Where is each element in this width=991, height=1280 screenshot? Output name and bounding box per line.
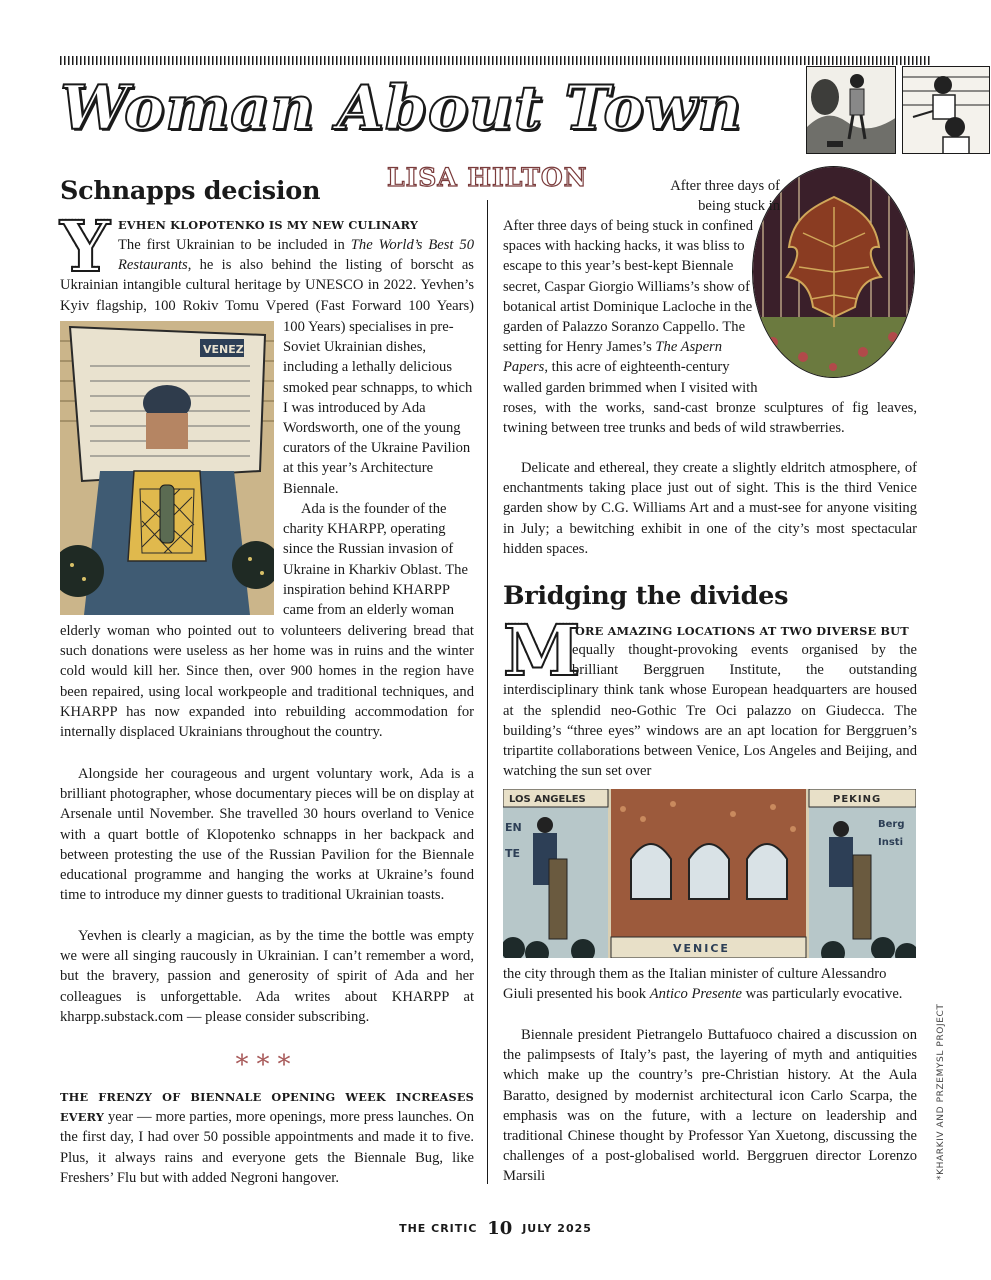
paragraph-right-1-continued [503,398,917,459]
lead-smallcaps: EVHEN KLOPOTENKO IS MY NEW CULINARY [118,218,419,232]
sign-fragment-2: TE [505,847,521,860]
city-label-venice: VENICE [673,942,730,955]
page-number: 10 [487,1218,513,1239]
paragraph-right-5: Biennale president Pietrangelo Buttafuoco chaired a discussion on the palimpsests of Italy’s past, the layering of myth and antiquities which make up the country’s pre-Christian history. At the Aula Baratto, designed by modernist architectural icon Carlo Scarpa, the emphasis was on the future, with a lecture on leadership and traditional Chinese thought by Professor Yan Xuetong, discussing the challenges of a post-globalised world. Berggruen director Lorenzo Marsili [503,1027,917,1185]
dropcap-y: Y [60,205,110,288]
venezia-sign-text: VENEZIA [203,343,257,356]
issue-date: JULY 2025 [522,1222,592,1235]
column-title: Woman About Town [60,73,743,144]
masthead-vignette-walker [806,66,896,154]
city-label-los-angeles: LOS ANGELES [509,794,586,805]
sign-fragment-3: Berg [878,819,905,830]
byline: LISA HILTON [387,163,588,192]
masthead-vignette-hairdresser [902,66,990,154]
page-footer [0,1218,991,1239]
paragraph-right-4: the city through them as the Italian minister of culture Alessandro Giuli presented his book Antico Presente was particularly evocative. [503,966,903,1003]
dropcap-m: M [503,609,581,692]
masthead-rule [60,56,932,65]
p1-start-text: After three days of being stuck in [670,178,780,215]
paragraph-left-1: The first Ukrainian to be included in The World’s Best 50 Restaurants, he is also behind the listing of borscht as Ukrainian intangible cultural heritage by UNESCO in 2022. Yevhen’s Kyiv flagship, 100 Rokiv Tomu Vpered (Fast Forward 100 Years) [60,237,474,314]
p1-wrap-text-right: roses, with the works, sand-cast bronze sculptures of fig leaves, twining between tree trunks and beds of wild strawberries. [503,400,917,437]
heading-schnapps-decision: Schnapps decision [60,176,321,206]
p1-wrap-text: 100 Years) specialises in pre-Soviet Ukrainian dishes, including a lethally delicious smoked pear schnapps, to which I was introduced by Ada Wordsworth, one of the young curators of the Ukraine Pavilion at this year’s Architecture Biennale. [283,319,473,497]
paragraph-left-5: THE FRENZY OF BIENNALE OPENING WEEK INCREASES EVERY year — more parties, more openings, more press launches. On the first day, I had over 50 possible appointments and made it to five. Plus, it always rains and everyone gets the Biennale Bug, like Freshers’ Flu but with added Negroni hangover. [60,1090,474,1186]
city-label-peking: PEKING [833,794,882,805]
paragraph-right-1: After three days of being stuck in confined spaces with hacking hacks, it was bliss to escape to this year’s best-kept Biennale secret, Caspar Giorgio Williams’s show of botanical artist Dominique Lacloche in the garden of Palazzo Soranzo Cappello. The setting for Henry James’s The Aspern Papers, this acre of eighteenth-century walled garden brimmed when I visited with [503,218,758,396]
image-credit: *KHARKIV AND PRZEMYSL PROJECT [936,1003,946,1180]
p2-wrap-text: elderly woman who pointed out to volunteers delivering bread that such donations were useless as her home was in ruins and the winter cold would kill her. Since then, over 900 homes in the region have been repaired, using local workpeople and traditional techniques, and KHARPP has now expanded into rebuilding accommodation for internally displaced Ukrainians throughout the country. [60,623,474,741]
paragraph-right-3-lead: ORE AMAZING LOCATIONS AT TWO DIVERSE BUT [575,624,909,638]
paragraph-left-2: Ada is the founder of the charity KHARPP, operating since the Russian invasion of Ukraine in Kharkiv Oblast. The inspiration behind KHARPP came from an elderly woman [283,501,468,619]
paragraph-left-1-continued [283,317,474,499]
heading-bridging-the-divides: Bridging the divides [503,581,789,611]
paragraph-right-1-start [660,176,780,217]
paragraph-right-3: equally thought-provoking events organised by the brilliant Berggruen Institute, the outstanding interdisciplinary think tank whose European headquarters are housed at the splendid neo-Gothic Tre Oci palazzo on Giudecca. The building’s “three eyes” windows are an apt location for Berggruen’s tripartite collaborations between Venice, Los Angeles and Beijing, and watching the sun set over [503,642,917,780]
sign-fragment-4: Insti [878,837,903,848]
paragraph-left-1-lead [118,215,474,235]
paragraph-right-2: Delicate and ethereal, they create a slightly eldritch atmosphere, of enchantments taking place just out of sight. This is the third Venice garden show by C.G. Williams Art and a must-see for anyone visiting in July; a bewitching exhibit in one of the city’s most spectacular hidden spaces. [503,460,917,557]
publication-name: THE CRITIC [399,1222,478,1235]
section-break-asterisms: *** [235,1050,299,1080]
illustration-man-reading-venezia-newspaper [60,321,274,615]
paragraph-left-4: Yevhen is clearly a magician, as by the time the bottle was empty we were all singing raucously in Ukrainian. I can’t remember a word, but the bravery, passion and generosity of spirit of Ada and her colleagues is unforgettable. Ada writes about KHARPP at kharpp.substack.com — please consider subscribing. [60,928,474,1025]
paragraph-left-3: Alongside her courageous and urgent voluntary work, Ada is a brilliant photographer, whose documentary pieces will be on display at Arsenale until November. She travelled 30 hours overland to Venice with a quart bottle of Klopotenko schnapps in her backpack and between protesting the use of the Russian Pavilion for the Biennale educational programme and hanging the works at Ukraine’s found time to introduce my dinner guests to traditional Ukrainian toasts. [60,766,474,904]
illustration-three-cities [503,789,916,958]
sign-fragment-1: EN [505,821,522,834]
column-divider [487,200,488,1184]
paragraph-left-2-continued [60,621,474,762]
